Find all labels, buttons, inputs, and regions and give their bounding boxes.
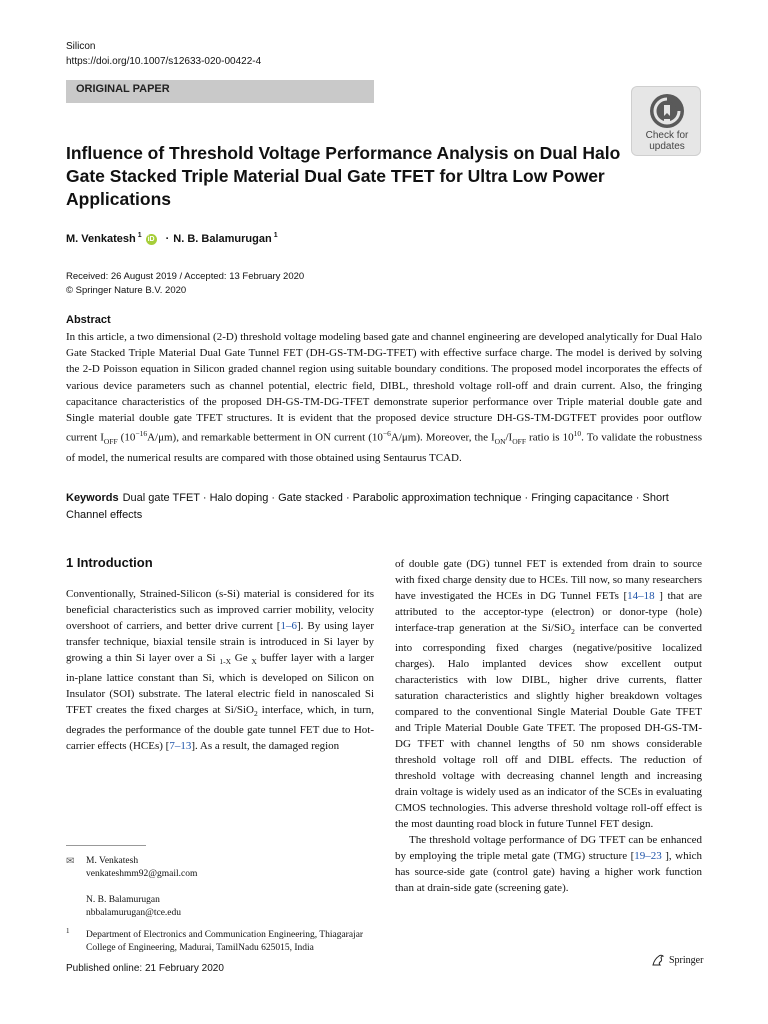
publisher-logo: [650, 952, 703, 968]
author-name[interactable]: M. Venkatesh: [66, 233, 136, 245]
footnote-divider: [66, 845, 146, 846]
corresponding-author-email[interactable]: venkateshmm92@gmail.com: [86, 869, 198, 879]
abstract-heading: Abstract: [66, 314, 111, 326]
coauthor-name: N. B. Balamurugan: [86, 895, 160, 905]
abstract-body: In this article, a two dimensional (2-D) threshold voltage modeling based gate and channel engineering are developed analytically for Dual Halo Gate Stacked Triple Material Dual Gate Tunnel FET (DH-GS-TM-DG-TFET) with effective surface charge. The model is derived by solving the 2-D Poisson equation in Silicon graded channel region using suitable boundary conditions. The proposed model incorporates the effects of various device parameters such as channel potential, electric field, DIBL, threshold voltage roll-off and drain current. Also, the fringing capacitance characteristics of the proposed DH-GS-TM-DG-TFET demonstrate superior performance over Triple material double gate and Single material double gate TFET structures. It is evident that the proposed device structure DH-GS-TM-DGTFET provides poor outflow current $I_{OFF}$ $(10^{-16}A/\mu m)$, and remarkable betterment in ON current $(10^{-6}A/\mu m)$. Moreover, the $I_{ON}/I_{OFF}$ ratio is $10^{10}$. To validate the robustness of model, the numerical results are compared with those obtained using Sentaurus TCAD.: [66, 331, 702, 465]
doi-link[interactable]: https://doi.org/10.1007/s12633-020-00422-4: [66, 56, 262, 67]
affiliation-number: 1: [66, 927, 70, 935]
author-affil-sup: 1: [137, 232, 142, 239]
received-accepted-dates: Received: 26 August 2019 / Accepted: 13 February 2020: [66, 271, 305, 282]
coauthor-email[interactable]: nbbalamurugan@tce.edu: [86, 908, 182, 918]
author-separator: ·: [165, 233, 170, 245]
copyright-line: © Springer Nature B.V. 2020: [66, 285, 187, 296]
author-list: [66, 233, 282, 245]
paragraph: The threshold voltage performance of DG TFET can be enhanced by employing the triple metal gate (TMG) structure [19–23 ], which has source-side gate (control gate) having a higher work function than at drain-side gate (screening gate).: [395, 834, 703, 895]
corresponding-author-name: M. Venkatesh: [86, 856, 139, 866]
section-heading-introduction: 1 Introduction: [66, 555, 153, 570]
keywords-text: Dual gate TFET · Halo doping · Gate stacked · Parabolic approximation technique · Fringing capacitance · Short Channel effects: [66, 492, 669, 521]
check-for-updates-text: Check for updates: [645, 130, 689, 152]
author-affil-sup: 1: [273, 232, 278, 239]
keywords: [66, 490, 702, 524]
paper-title: Influence of Threshold Voltage Performance Analysis on Dual Halo Gate Stacked Triple Material Dual Gate TFET for Ultra Low Power Applications: [66, 143, 621, 209]
orcid-icon[interactable]: iD: [147, 236, 155, 243]
check-for-updates-badge[interactable]: [631, 86, 701, 156]
citation-link[interactable]: 14–18: [627, 590, 655, 602]
published-online-date: Published online: 21 February 2020: [66, 963, 224, 974]
article-type-label: ORIGINAL PAPER: [76, 83, 170, 95]
body-column-left: Conventionally, Strained-Silicon (s-Si) material is considered for its beneficial characteristics such as improved carrier mobility, velocity overshoot of carriers, and better drive current [1–6]. By using layer transfer technique, biaxial tensile strain is introduced in Si layer by growing a thin Si layer over a Si $_{1-X}$ Ge $_X$ buffer layer with a larger in-plane lattice constant than Si, which is developed on Silicon on Insulator (SOI) substrate. The lateral electric field in nanoscaled Si TFET creates the fixed charges at Si/SiO$_2$ interface, which, in turn, degrades the performance of the double gate tunnel FET due to Hot-carrier effects (HCEs) [7–13]. As a result, the damaged region: [66, 588, 374, 753]
author-name[interactable]: N. B. Balamurugan: [173, 233, 272, 245]
mail-icon: ✉: [66, 856, 75, 867]
paragraph: of double gate (DG) tunnel FET is extended from drain to source with fixed charge density due to HCEs. Till now, so many researchers have investigated the HCEs in DG Tunnel FETs [14–18 ] that are attributed to the acceptor-type (electron) or donor-type (hole) interface-trap generation at the Si/SiO$_2$ interface can be converted into corresponding fixed charges (negative/positive localized charges). Halo implanted devices show excellent output characteristics with low DIBL, higher drive currents, flatter saturation characteristics and slightly higher breakdown voltages compared to the conventional Single Material Double Gate TFET and Triple Material Double Gate TFET. The proposed DH-GS-TM-DG TFET with channel lengths of 50 nm shows considerable threshold voltage roll off and DIBL effects. The reduction of threshold voltage with decreasing channel length and increasing drain voltage is widely used as an indicator of the SCEs in evaluating CMOS technologies. This adverse threshold voltage roll-off effect is the most daunting road block in future Tunnel FET design.: [395, 558, 702, 831]
springer-horse-icon: [650, 952, 666, 968]
body-column-right: [395, 556, 702, 896]
publisher-name: Springer: [669, 954, 704, 966]
keywords-label: Keywords: [66, 492, 119, 504]
citation-link[interactable]: 1–6: [280, 620, 297, 632]
crossmark-icon: [647, 91, 687, 131]
affiliation-text: Department of Electronics and Communication Engineering, Thiagarajar College of Engineering, Madurai, TamilNadu 625015, India: [86, 930, 364, 953]
citation-link[interactable]: 7–13: [169, 740, 192, 753]
citation-link[interactable]: 19–23: [634, 850, 662, 863]
journal-name: Silicon: [66, 41, 96, 52]
article-type-bar: [66, 80, 374, 103]
